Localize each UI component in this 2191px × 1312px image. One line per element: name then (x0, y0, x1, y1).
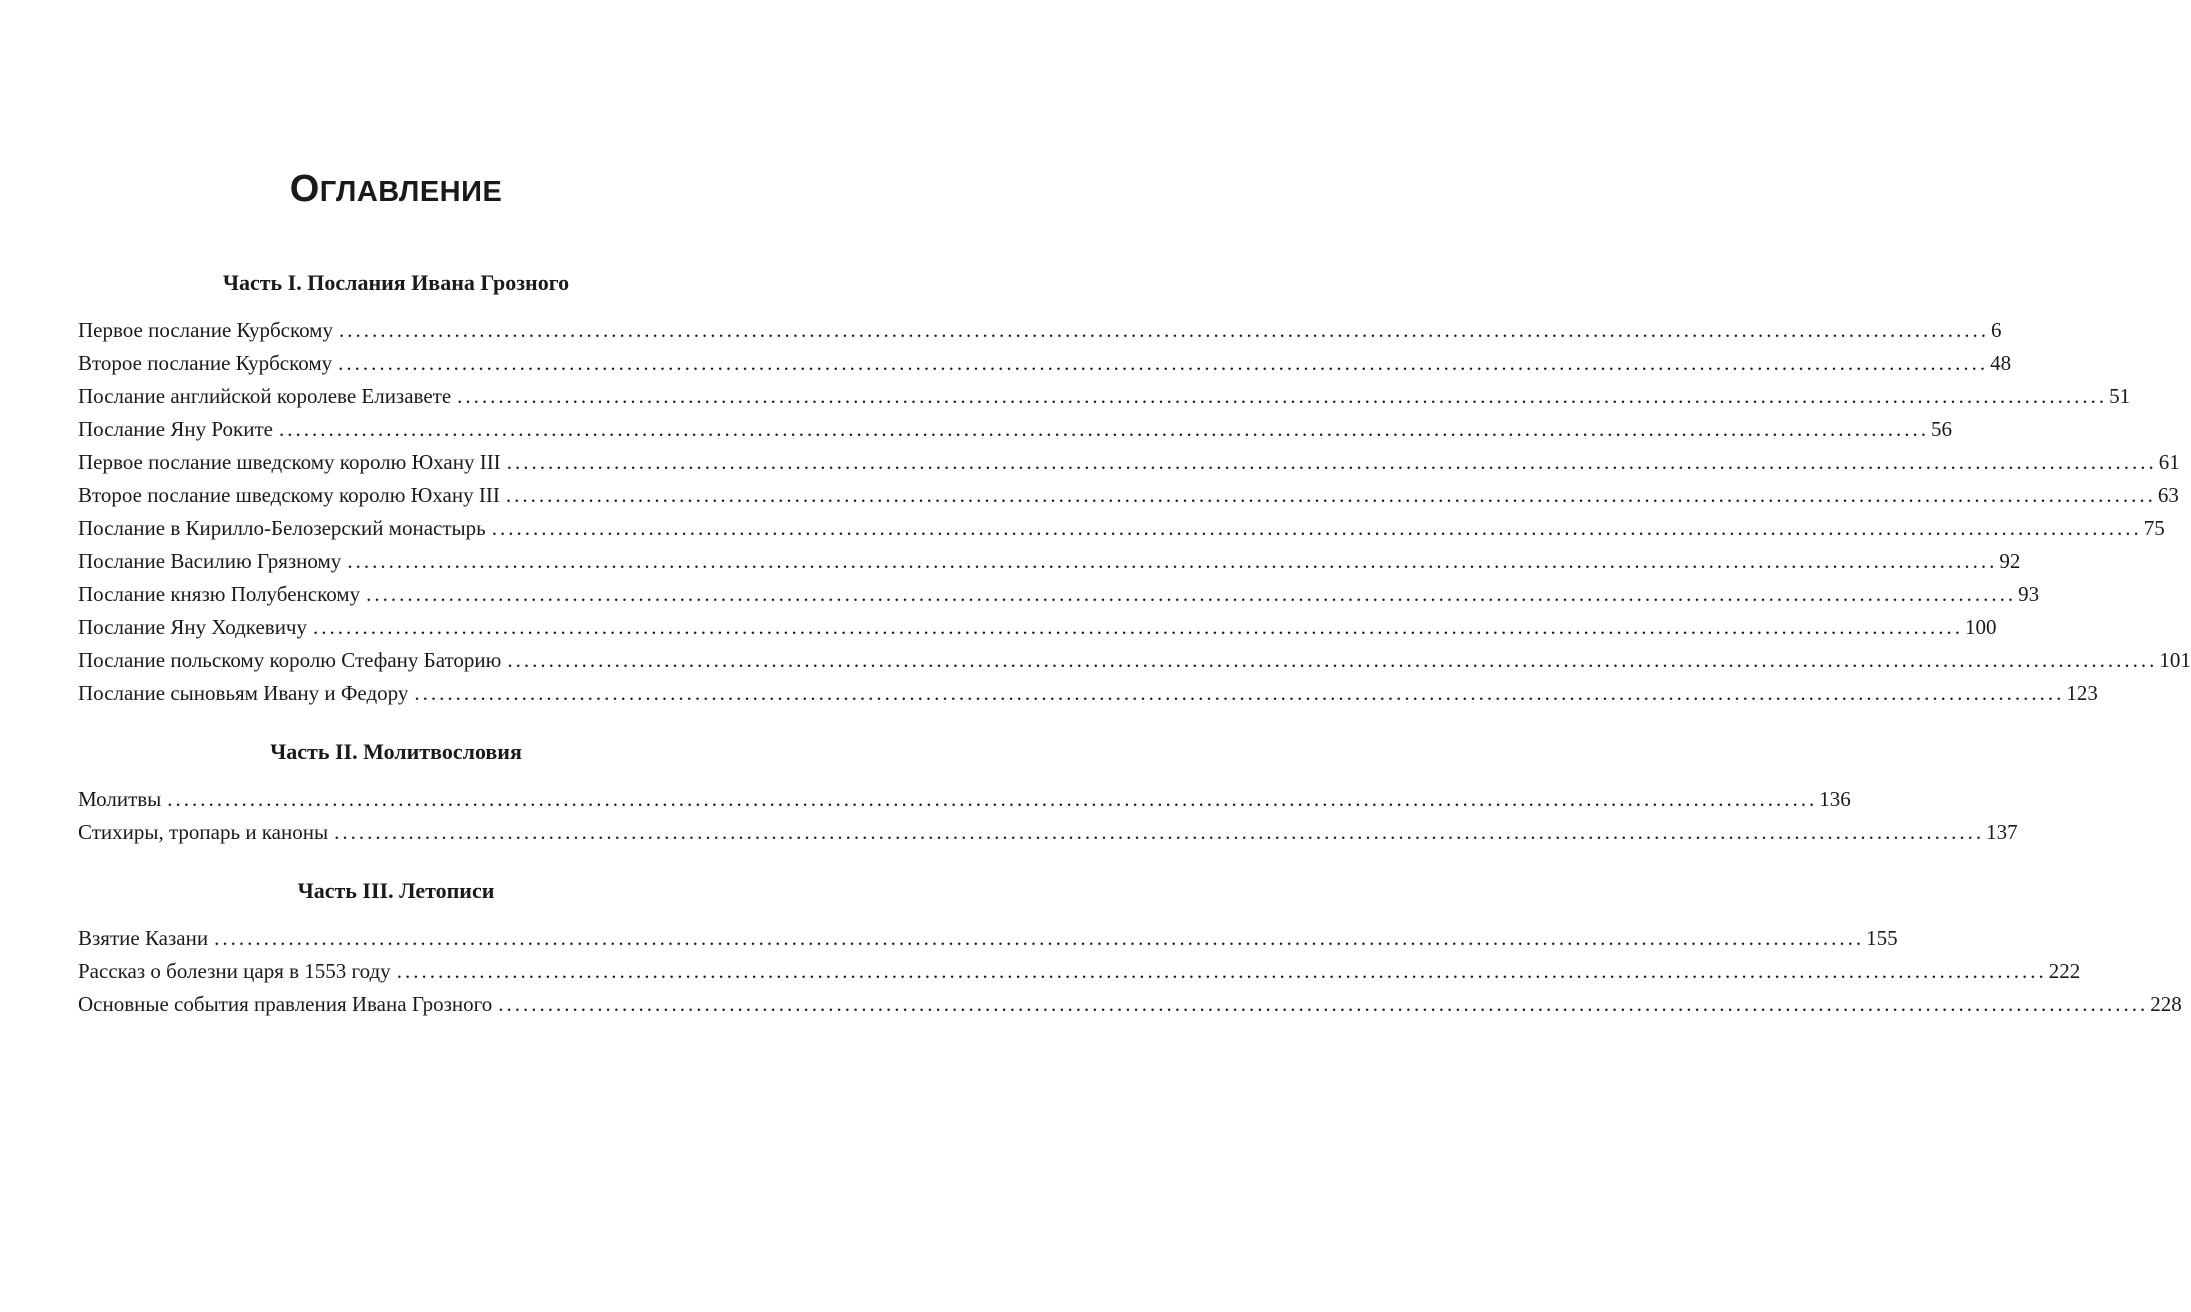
toc-entry-title: Рассказ о болезни царя в 1553 году (78, 959, 391, 983)
toc-entry-page-number: 61 (2158, 450, 2180, 474)
toc-entry-title: Второе послание Курбскому (78, 351, 333, 375)
toc-entry-page-number: 123 (2066, 681, 2098, 705)
toc-part-3 (78, 876, 2182, 1021)
toc-entry-title: Взятие Казани (78, 926, 209, 950)
toc-entry-page-number: 51 (2109, 384, 2131, 408)
toc-entry (78, 446, 2180, 479)
toc-entry-page-number: 101 (2159, 648, 2191, 672)
page-title-rest: ГЛАВЛЕНИЕ (319, 176, 503, 208)
dot-leader: ........................................................................................................................................................................................................ (338, 318, 1989, 342)
toc-entry-page-number: 56 (1930, 417, 1952, 441)
dot-leader: ........................................................................................................................................................................................................ (498, 992, 2149, 1016)
part-heading: Часть I. Послания Ивана Грозного (222, 270, 570, 295)
page-title-initial: О (289, 168, 320, 210)
toc-entry-page-number: 228 (2150, 992, 2182, 1016)
toc-entry-title: Второе послание шведскому королю Юхану III (78, 483, 500, 507)
dot-leader: ........................................................................................................................................................................................................ (491, 516, 2142, 540)
toc-entry-title: Послание Яну Ходкевичу (78, 615, 307, 639)
toc-entry (78, 644, 2191, 677)
dot-leader: ........................................................................................................................................................................................................ (414, 681, 2065, 705)
page-title (78, 168, 714, 211)
dot-leader: ........................................................................................................................................................................................................ (505, 483, 2156, 507)
toc-entry-title: Послание Василию Грязному (78, 549, 342, 573)
toc-entry (78, 578, 2040, 611)
toc-entry (78, 611, 1997, 644)
toc-entry-title: Послание князю Полубенскому (78, 582, 361, 606)
toc-entry (78, 955, 2081, 988)
toc-entry (78, 479, 2179, 512)
dot-leader: ........................................................................................................................................................................................................ (338, 351, 1989, 375)
toc-entry-title: Послание Яну Роките (78, 417, 273, 441)
dot-leader: ........................................................................................................................................................................................................ (366, 582, 2017, 606)
toc-entry-page-number: 155 (1866, 926, 1898, 950)
toc-entry-page-number: 222 (2048, 959, 2081, 983)
dot-leader: ........................................................................................................................................................................................................ (506, 450, 2157, 474)
toc-entry-title: Послание польскому королю Стефану Баторию (78, 648, 502, 672)
toc-entry (78, 347, 2012, 380)
toc-entry-title: Первое послание шведскому королю Юхану III (78, 450, 501, 474)
toc-entry-page-number: 48 (1990, 351, 2012, 375)
toc-entry-list (78, 314, 2191, 710)
dot-leader: ........................................................................................................................................................................................................ (507, 648, 2158, 672)
dot-leader: ........................................................................................................................................................................................................ (334, 820, 1985, 844)
toc-entry-list (78, 922, 2182, 1021)
toc-entry (78, 413, 1952, 446)
toc-entry (78, 988, 2182, 1021)
toc-part-2 (78, 737, 2018, 849)
toc-entry (78, 512, 2165, 545)
toc-entry (78, 816, 2018, 849)
dot-leader: ........................................................................................................................................................................................................ (278, 417, 1929, 441)
toc-entry-page-number: 137 (1986, 820, 2018, 844)
dot-leader: ........................................................................................................................................................................................................ (396, 959, 2047, 983)
part-heading: Часть II. Молитвословия (270, 739, 522, 764)
toc-entry-page-number: 93 (2018, 582, 2040, 606)
toc-entry (78, 380, 2131, 413)
toc-entry-page-number: 92 (1999, 549, 2021, 573)
toc-part-1 (78, 268, 2191, 710)
toc-entry-title: Стихиры, тропарь и каноны (78, 820, 329, 844)
toc-entry-title: Первое послание Курбскому (78, 318, 333, 342)
toc-entry (78, 545, 2021, 578)
toc-entry-page-number: 100 (1965, 615, 1997, 639)
toc-entry (78, 677, 2098, 710)
dot-leader: ........................................................................................................................................................................................................ (347, 549, 1998, 573)
dot-leader: ........................................................................................................................................................................................................ (457, 384, 2108, 408)
toc-entry-page-number: 63 (2157, 483, 2179, 507)
toc-entry-title: Основные события правления Ивана Грозного (78, 992, 493, 1016)
toc-entry (78, 314, 2002, 347)
dot-leader: ........................................................................................................................................................................................................ (214, 926, 1865, 950)
toc-entry-title: Молитвы (78, 787, 162, 811)
toc-entry-title: Послание английской королеве Елизавете (78, 384, 452, 408)
toc-entry (78, 783, 1851, 816)
part-heading: Часть III. Летописи (297, 878, 495, 903)
toc-entry-page-number: 6 (1990, 318, 2002, 342)
toc-entry-title: Послание сыновьям Ивану и Федору (78, 681, 409, 705)
toc-entry-list (78, 783, 2018, 849)
toc-entry-page-number: 75 (2143, 516, 2165, 540)
dot-leader: ........................................................................................................................................................................................................ (167, 787, 1818, 811)
toc-entry (78, 922, 1898, 955)
toc-entry-page-number: 136 (1819, 787, 1851, 811)
dot-leader: ........................................................................................................................................................................................................ (313, 615, 1963, 639)
toc-entry-title: Послание в Кирилло-Белозерский монастырь (78, 516, 486, 540)
